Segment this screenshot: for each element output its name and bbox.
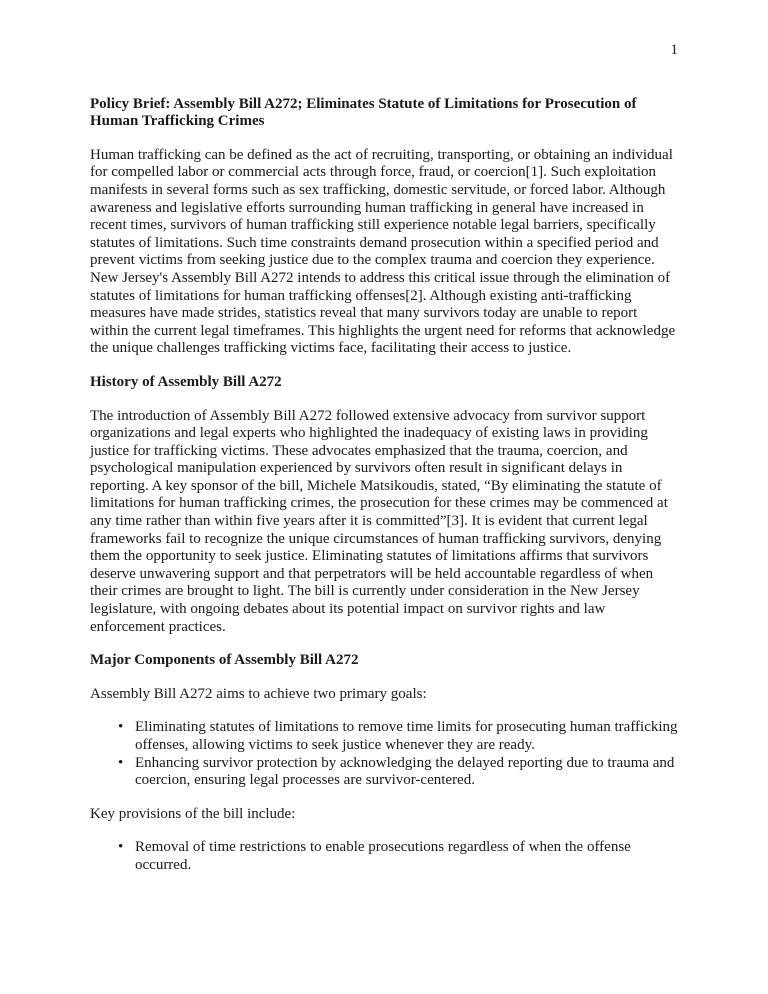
history-paragraph: The introduction of Assembly Bill A272 followed extensive advocacy from survivor support organizations and legal experts who highlighted the inadequacy of existing laws in providing justice for trafficking victims. These advocates emphasized that the trauma, coercion, and psychological manipulation experienced by survivors often result in significant delays in reporting. A key sponsor of the bill, Michele Matsikoudis, stated, “By eliminating the statute of limitations for human trafficking crimes, the prosecution for these crimes may be commenced at any time rather than within five years after it is committed”[3]. It is evident that current legal frameworks fail to recognize the unique circumstances of human trafficking survivors, denying them the opportunity to seek justice. Eliminating statutes of limitations affirms that survivors deserve unwavering support and that perpetrators will be held accountable regardless of when their crimes are brought to light. The bill is currently under consideration in the New Jersey legislature, with ongoing debates about its potential impact on survivor rights and law enforcement practices. (90, 407, 668, 635)
bullet-icon: • (118, 839, 124, 856)
list-item (90, 839, 678, 874)
list-item (90, 755, 678, 790)
provisions-intro-paragraph: Key provisions of the bill include: (90, 805, 296, 822)
provisions-list (90, 839, 678, 874)
bullet-icon: • (118, 754, 124, 771)
list-item-text: Eliminating statutes of limitations to remove time limits for prosecuting human trafficking offenses, allowing victims to seek justice whenever they are ready. (135, 719, 678, 753)
list-item (90, 719, 678, 754)
history-section-heading: History of Assembly Bill A272 (90, 373, 282, 390)
document-title: Policy Brief: Assembly Bill A272; Eliminates Statute of Limitations for Prosecution of Human Trafficking Crimes (90, 95, 637, 130)
page-number: 1 (670, 42, 678, 58)
components-section-heading: Major Components of Assembly Bill A272 (90, 652, 359, 669)
bullet-icon: • (118, 719, 124, 736)
goals-list (90, 719, 678, 789)
goals-intro-paragraph: Assembly Bill A272 aims to achieve two primary goals: (90, 685, 427, 702)
list-item-text: Removal of time restrictions to enable prosecutions regardless of when the offense occurred. (135, 839, 631, 873)
intro-paragraph: Human trafficking can be defined as the act of recruiting, transporting, or obtaining an individual for compelled labor or commercial acts through force, fraud, or coercion[1]. Such exploitation manifests in several forms such as sex trafficking, domestic servitude, or forced labor. Although awareness and legislative efforts surrounding human trafficking in general have increased in recent times, survivors of human trafficking still experience notable legal barriers, specifically statutes of limitations. Such time constraints demand prosecution within a specified period and prevent victims from seeking justice due to the complex trauma and coercion they experience. New Jersey's Assembly Bill A272 intends to address this critical issue through the elimination of statutes of limitations for human trafficking offenses[2]. Although existing anti-trafficking measures have made strides, statistics reveal that many survivors today are unable to report within the current legal timeframes. This highlights the urgent need for reforms that acknowledge the unique challenges trafficking victims face, facilitating their access to justice. (90, 146, 676, 357)
list-item-text: Enhancing survivor protection by acknowledging the delayed reporting due to trauma and coercion, ensuring legal processes are survivor-centered. (135, 754, 675, 789)
